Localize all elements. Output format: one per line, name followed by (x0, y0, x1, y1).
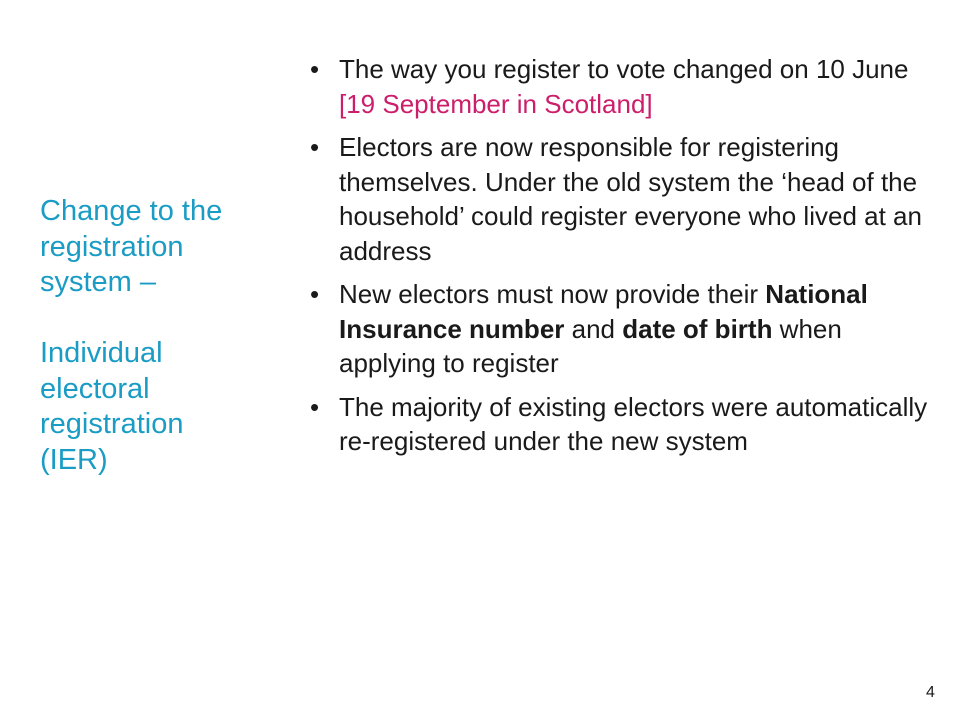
bullet-item (310, 277, 940, 381)
title-line: system – (40, 266, 157, 298)
bullet-text: The way you register to vote changed on 10 June (339, 54, 909, 84)
bullet-marker: • (310, 391, 320, 422)
bullet-text: New electors must now provide their (339, 279, 766, 309)
title-line: registration (40, 408, 184, 440)
bullet-text: when applying to register (339, 313, 842, 378)
title-spacer (40, 301, 290, 337)
bullet-text: Electors are now responsible for registering themselves. Under the old system the ‘head of the household’ could register everyone who lived at an address (339, 132, 922, 266)
title-line: electoral (40, 372, 150, 405)
bullet-item (310, 390, 940, 459)
bullet-highlight-text: [19 September in Scotland] (339, 88, 653, 119)
bullet-bold-text: date of birth (622, 313, 773, 344)
bullet-item (310, 52, 940, 121)
bullet-marker: • (310, 279, 320, 309)
title-line: (IER) (40, 443, 108, 476)
bullet-marker: • (310, 132, 320, 162)
title-line: registration (40, 230, 184, 263)
bullet-item (310, 130, 940, 268)
bullet-bold-text: National Insurance number (339, 279, 868, 344)
title-line: Change to the (40, 195, 223, 227)
bullet-text: and (564, 313, 623, 344)
page-number: 4 (926, 684, 935, 701)
slide-title (40, 194, 290, 478)
bullet-list (310, 52, 940, 468)
bullet-text: The majority of existing electors were automatically re-registered under the new system (339, 391, 928, 456)
bullet-marker: • (310, 54, 320, 84)
title-line: Individual (40, 337, 163, 369)
